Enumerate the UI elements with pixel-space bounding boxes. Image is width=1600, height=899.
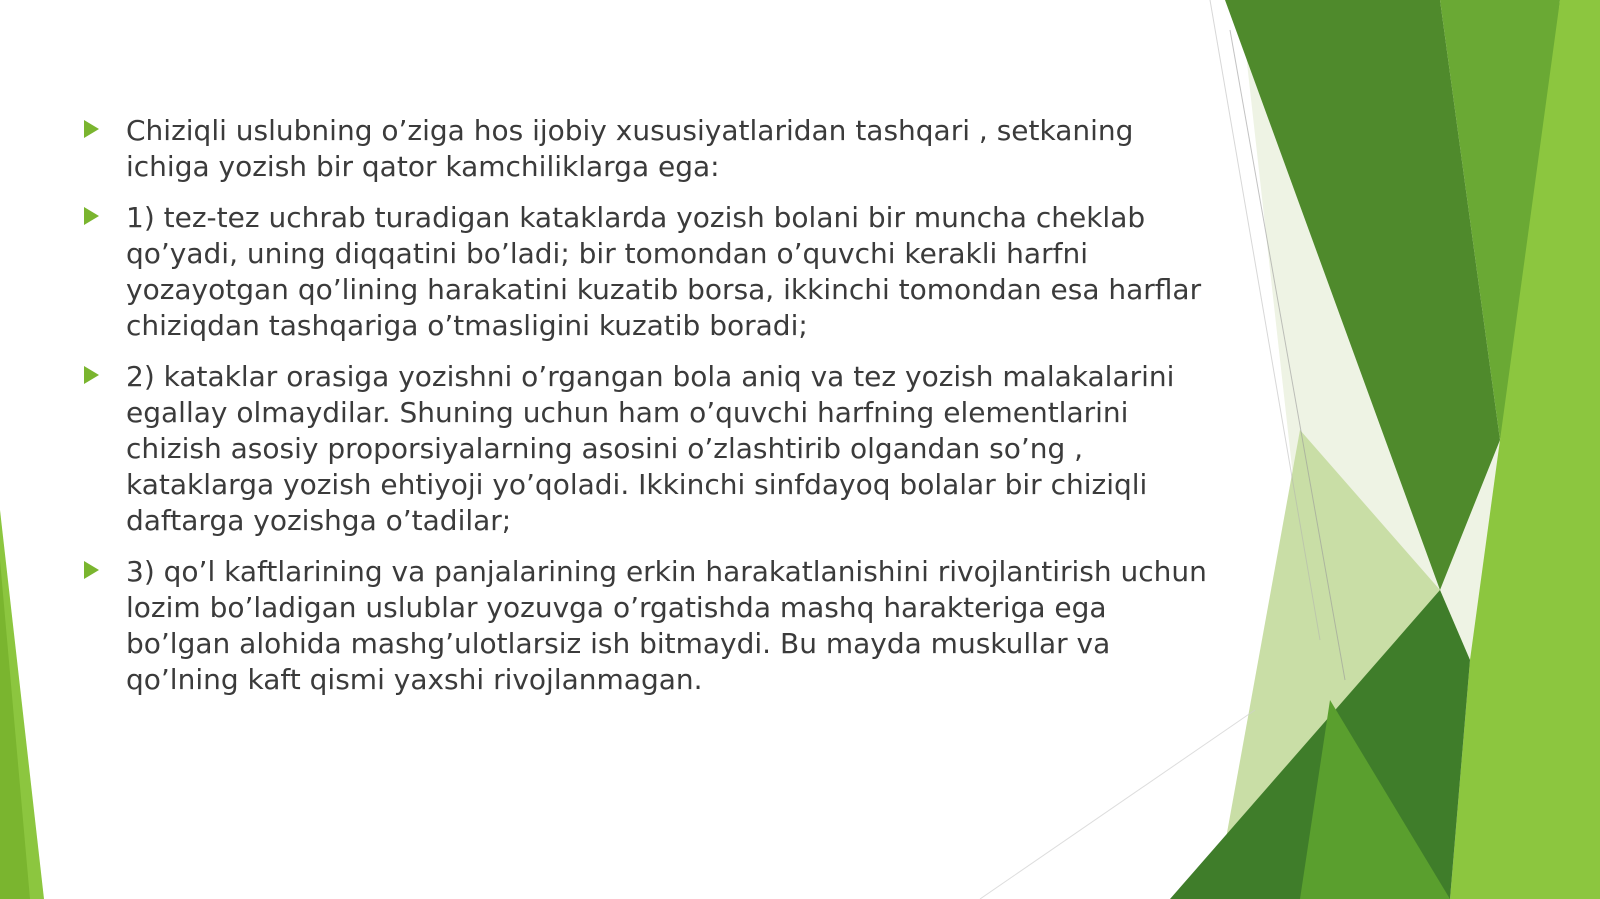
bullet-arrow-icon — [84, 120, 99, 138]
bullet-arrow-icon — [84, 561, 99, 579]
bullet-text: 1) tez-tez uchrab turadigan kataklarda yozish bolani bir muncha cheklab qo’yadi, uning diqqatini bo’ladi; bir tomondan o’quvchi kerakli harfni yozayotgan qo’lining harakatini kuzatib borsa, ikkinchi tomondan esa harflar chiziqdan tashqariga o’tmasligini kuzatib boradi; — [126, 201, 1202, 342]
bullet-item — [80, 200, 1210, 344]
bullet-text: 3) qo’l kaftlarining va panjalarining erkin harakatlanishini rivojlantirish uchun lozim bo’ladigan uslublar yozuvga o’rgatishda mashq harakteriga ega bo’lgan alohida mashg’ulotlarsiz ish bitmaydi. Bu mayda muskullar va qo’lning kaft qismi yaxshi rivojlanmagan. — [126, 555, 1207, 696]
bullet-arrow-icon — [84, 366, 99, 384]
bullet-item — [80, 113, 1210, 185]
bullet-item — [80, 554, 1210, 698]
bullet-list — [80, 113, 1210, 713]
bullet-arrow-icon — [84, 207, 99, 225]
bullet-text: 2) kataklar orasiga yozishni o’rgangan bola aniq va tez yozish malakalarini egallay olmaydilar. Shuning uchun ham o’quvchi harfning elementlarini chizish asosiy proporsiyalarning asosini o’zlashtirib olgandan so’ng , kataklarga yozish ehtiyoji yo’qoladi. Ikkinchi sinfdayoq bolalar bir chiziqli daftarga yozishga o’tadilar; — [126, 360, 1175, 537]
bullet-text: Chiziqli uslubning o’ziga hos ijobiy xususiyatlaridan tashqari , setkaning ichiga yozish bir qator kamchiliklarga ega: — [126, 114, 1134, 183]
bullet-item — [80, 359, 1210, 539]
